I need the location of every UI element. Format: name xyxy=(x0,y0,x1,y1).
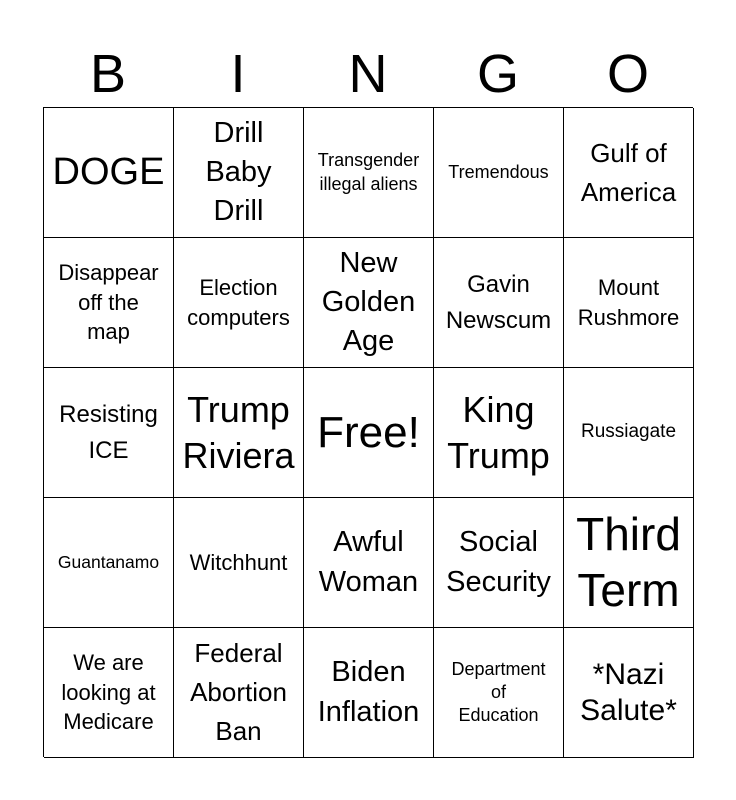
bingo-header xyxy=(43,40,693,108)
bingo-cell[interactable]: Third Term xyxy=(564,498,694,628)
bingo-cell[interactable]: Gavin Newscum xyxy=(434,238,564,368)
bingo-cell[interactable]: Disappear off the map xyxy=(44,238,174,368)
bingo-cell[interactable]: Social Security xyxy=(434,498,564,628)
bingo-cell[interactable]: Trump Riviera xyxy=(174,368,304,498)
free-space[interactable]: Free! xyxy=(304,368,434,498)
bingo-cell[interactable]: Mount Rushmore xyxy=(564,238,694,368)
header-letter-i: I xyxy=(230,44,246,104)
bingo-cell[interactable]: Election computers xyxy=(174,238,304,368)
header-letter-g: G xyxy=(476,44,519,104)
bingo-cell[interactable]: Gulf of America xyxy=(564,108,694,238)
bingo-cell[interactable]: We are looking at Medicare xyxy=(44,628,174,758)
bingo-cell[interactable]: Russiagate xyxy=(564,368,694,498)
bingo-cell[interactable]: Drill Baby Drill xyxy=(174,108,304,238)
bingo-cell[interactable]: *Nazi Salute* xyxy=(564,628,694,758)
bingo-cell[interactable]: Transgender illegal aliens xyxy=(304,108,434,238)
header-letter-b: B xyxy=(89,44,127,104)
bingo-cell[interactable]: Department of Education xyxy=(434,628,564,758)
bingo-cell[interactable]: Resisting ICE xyxy=(44,368,174,498)
bingo-cell[interactable]: Witchhunt xyxy=(174,498,304,628)
bingo-cell[interactable]: Tremendous xyxy=(434,108,564,238)
bingo-cell[interactable]: Guantanamo xyxy=(44,498,174,628)
header-letter-o: O xyxy=(606,44,649,104)
header-letter-n: N xyxy=(348,44,388,104)
bingo-cell[interactable]: New Golden Age xyxy=(304,238,434,368)
bingo-board xyxy=(43,107,693,757)
bingo-cell[interactable]: DOGE xyxy=(44,108,174,238)
bingo-cell[interactable]: Awful Woman xyxy=(304,498,434,628)
bingo-cell[interactable]: Biden Inflation xyxy=(304,628,434,758)
bingo-cell[interactable]: King Trump xyxy=(434,368,564,498)
bingo-cell[interactable]: Federal Abortion Ban xyxy=(174,628,304,758)
